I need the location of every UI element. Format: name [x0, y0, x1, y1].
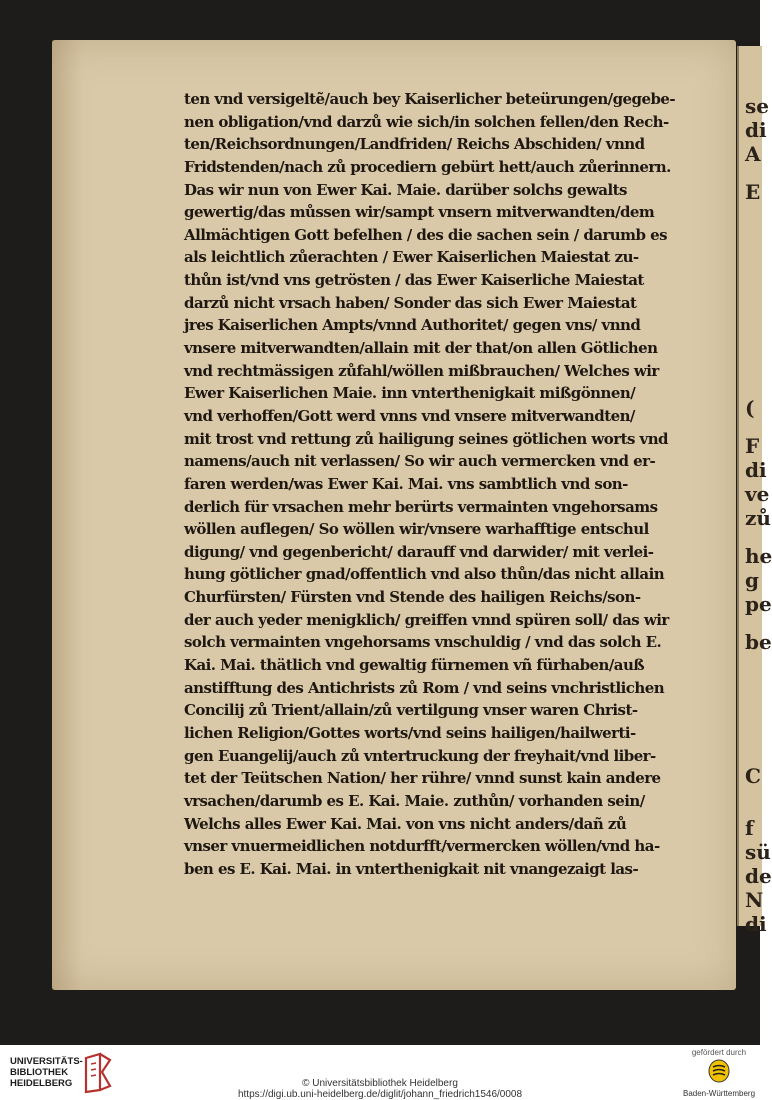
text-line: gewertig/das můssen wir/sampt vnsern mitverwandten/dem: [184, 203, 655, 222]
library-name: UNIVERSITÄTS- BIBLIOTHEK HEIDELBERG: [10, 1056, 83, 1089]
next-page-edge: [737, 46, 772, 936]
text-line: Ewer Kaiserlichen Maie. inn vnterthenigkait mißgönnen/: [184, 384, 636, 403]
text-line: Churfürsten/ Fürsten vnd Stende des hailigen Reichs/son-: [184, 588, 641, 607]
funder-name: Baden-Württemberg: [682, 1089, 756, 1098]
text-line: darzů nicht vrsach haben/ Sonder das sich Ewer Maiestat: [184, 293, 637, 312]
document-url-link[interactable]: https://digi.ub.uni-heidelberg.de/diglit/johann_friedrich1546/0008: [237, 1089, 523, 1100]
copyright-notice: © Universitätsbibliothek Heidelberg: [302, 1078, 458, 1089]
text-line: ten/Reichsordnungen/Landfriden/ Reichs Abschiden/ vnnd: [184, 135, 645, 154]
text-line: vnd verhoffen/Gott werd vnns vnd vnsere mitverwandten/: [184, 406, 635, 425]
next-page-fragment: he: [745, 544, 772, 568]
next-page-fragment: de: [745, 864, 772, 888]
text-line: thůn ist/vnd vns getrösten / das Ewer Kaiserliche Maiestat: [184, 271, 644, 290]
body-text: [184, 88, 704, 880]
text-line: Concilij zů Trient/allain/zů vertilgung vnser waren Christ-: [184, 701, 638, 720]
text-line: lichen Religion/Gottes worts/vnd seins hailigen/hailwerti-: [184, 723, 636, 742]
text-line: vrsachen/darumb es E. Kai. Maie. zuthůn/ vorhanden sein/: [184, 791, 645, 810]
next-page-fragment: di: [745, 118, 767, 142]
text-line: faren werden/was Ewer Kai. Mai. vns sambtlich vnd son-: [184, 474, 628, 493]
next-page-fragment: C: [745, 764, 761, 788]
next-page-fragment: ve: [745, 482, 770, 506]
next-page-fragment: f: [745, 816, 754, 840]
text-line: tet der Teütschen Nation/ her rühre/ vnnd sunst kain andere: [184, 769, 661, 788]
next-page-fragment: di: [745, 458, 767, 482]
next-page-fragment: (: [745, 396, 755, 420]
funder-block[interactable]: [682, 1048, 756, 1098]
text-line: ten vnd versigeltẽ/auch bey Kaiserlicher beteürungen/gegebe-: [184, 90, 676, 108]
next-page-fragment: F: [745, 434, 760, 458]
funder-label: gefördert durch: [691, 1048, 747, 1057]
next-page-fragment: E: [745, 180, 761, 204]
text-line: digung/ vnd gegenbericht/ darauff vnd darwider/ mit verlei-: [184, 542, 654, 561]
text-line: Das wir nun von Ewer Kai. Maie. darüber solchs gewalts: [184, 180, 627, 199]
text-line: vnser vnuermeidlichen notdurfft/vermercken wöllen/vnd ha-: [184, 837, 660, 856]
next-page-fragment: be: [745, 630, 772, 654]
text-line: vnd rechtmässigen zůfahl/wöllen mißbrauchen/ Welches wir: [184, 361, 659, 380]
text-line: anstifftung des Antichrists zů Rom / vnd seins vnchristlichen: [184, 678, 665, 697]
next-page-fragment: pe: [745, 592, 772, 616]
next-page-fragment: di: [745, 912, 767, 936]
text-line: als leichtlich zůerachten / Ewer Kaiserlichen Maiestat zu-: [184, 248, 639, 267]
next-page-fragment: N: [745, 888, 764, 912]
text-line: Kai. Mai. thätlich vnd gewaltig fürnemen vñ fürhaben/auß: [184, 656, 645, 675]
next-page-fragment: g: [745, 568, 759, 592]
text-line: ben es E. Kai. Mai. in vnterthenigkait nit vnangezaigt las-: [184, 859, 639, 878]
text-line: derlich für vrsachen mehr berürts vermainten vngehorsams: [184, 497, 658, 516]
text-line: gen Euangelij/auch zů vntertruckung der freyhait/vnd liber-: [184, 746, 656, 765]
text-line: der auch yeder menigklich/ greiffen vnnd spüren soll/ das wir: [184, 610, 669, 629]
text-line: mit trost vnd rettung zů hailigung seines götlichen worts vnd: [184, 429, 668, 448]
text-line: wöllen auflegen/ So wöllen wir/vnsere warhafftige entschul: [184, 520, 649, 539]
next-page-fragment: sü: [745, 840, 771, 864]
text-line: namens/auch nit verlassen/ So wir auch vermercken vnd er-: [184, 452, 656, 471]
next-page-fragment: A: [745, 142, 761, 166]
text-line: hung götlicher gnad/offentlich vnd also thůn/das nicht allain: [184, 565, 665, 584]
text-line: nen obligation/vnd darzů wie sich/in solchen fellen/den Rech-: [184, 112, 669, 131]
text-line: Fridstenden/nach zů procediern gebürt hett/auch zůerinnern.: [184, 157, 671, 176]
book-page: [52, 40, 736, 990]
text-line: vnsere mitverwandten/allain mit der that/on allen Götlichen: [184, 339, 658, 358]
next-page-fragment: zů: [745, 506, 771, 530]
text-line: Allmächtigen Gott befelhen / des die sachen sein / darumb es: [184, 225, 667, 244]
text-line: Welchs alles Ewer Kai. Mai. von vns nicht anders/dañ zů: [184, 814, 627, 833]
next-page-fragment: se: [745, 94, 769, 118]
text-line: solch vermainten vngehorsams vnschuldig / vnd das solch E.: [184, 633, 662, 652]
text-line: jres Kaiserlichen Ampts/vnnd Authoritet/ gegen vns/ vnnd: [184, 316, 641, 335]
baden-wuerttemberg-crest-icon: [707, 1059, 731, 1083]
